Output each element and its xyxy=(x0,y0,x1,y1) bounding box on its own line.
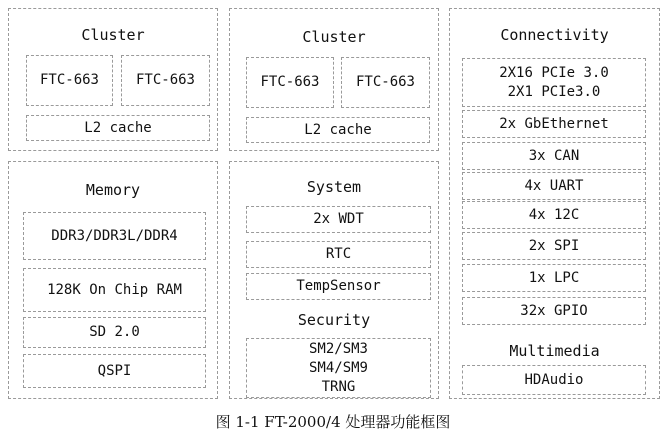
connectivity-item: 2x SPI xyxy=(462,232,646,260)
connectivity-item: 2x GbEthernet xyxy=(462,110,646,138)
security-item: SM2/SM3 SM4/SM9 TRNG xyxy=(246,338,431,398)
figure-caption: 图 1-1 FT-2000/4 处理器功能框图 xyxy=(215,413,451,431)
connectivity-item: 32x GPIO xyxy=(462,297,646,325)
system-security-panel xyxy=(229,161,439,399)
cluster-panel-2 xyxy=(229,8,439,151)
system-item: 2x WDT xyxy=(246,206,431,233)
connectivity-item: 4x UART xyxy=(462,172,646,200)
cluster-panel-1 xyxy=(8,8,218,151)
security-title: Security xyxy=(297,311,371,329)
memory-item: 128K On Chip RAM xyxy=(23,268,206,312)
memory-item: DDR3/DDR3L/DDR4 xyxy=(23,212,206,260)
system-title: System xyxy=(306,178,362,196)
core-box-1a: FTC-663 xyxy=(26,55,113,106)
connectivity-item: 1x LPC xyxy=(462,264,646,292)
connectivity-item: 4x 12C xyxy=(462,201,646,229)
memory-item: SD 2.0 xyxy=(23,317,206,348)
connectivity-panel xyxy=(449,8,660,399)
core-box-2b: FTC-663 xyxy=(341,57,430,108)
l2-cache-box-2: L2 cache xyxy=(246,117,430,143)
cluster-title-2: Cluster xyxy=(302,28,366,46)
memory-item: QSPI xyxy=(23,354,206,388)
memory-title: Memory xyxy=(85,181,141,199)
core-box-2a: FTC-663 xyxy=(246,57,334,108)
l2-cache-box-1: L2 cache xyxy=(26,115,210,141)
connectivity-item: 3x CAN xyxy=(462,142,646,170)
cluster-title-1: Cluster xyxy=(81,26,145,44)
multimedia-title: Multimedia xyxy=(509,342,600,360)
system-item: TempSensor xyxy=(246,273,431,300)
core-box-1b: FTC-663 xyxy=(121,55,210,106)
multimedia-item: HDAudio xyxy=(462,365,646,395)
memory-panel xyxy=(8,161,218,399)
system-item: RTC xyxy=(246,241,431,268)
connectivity-item: 2X16 PCIe 3.0 2X1 PCIe3.0 xyxy=(462,58,646,107)
connectivity-title: Connectivity xyxy=(500,26,609,44)
